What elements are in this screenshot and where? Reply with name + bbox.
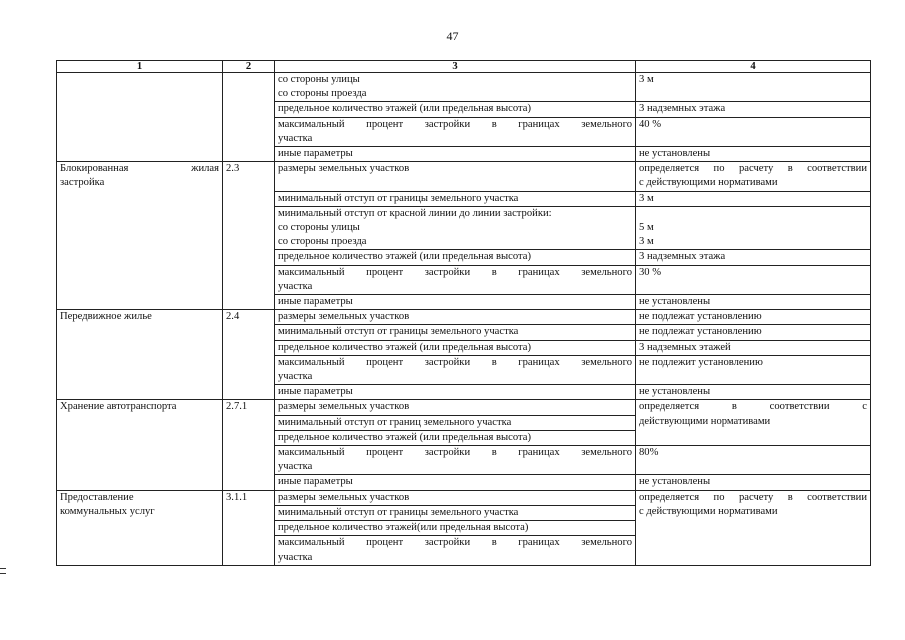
parameter-cell-line: минимальный отступ от красной линии до линии застройки: [278,207,552,219]
value-cell [636,295,871,310]
table-row [57,162,871,191]
value-cell-line: 80% [639,447,659,459]
value-cell [636,117,871,146]
parameter-cell [275,310,636,325]
use-code-cell [223,162,275,310]
use-name-cell [57,310,223,400]
value-cell [636,250,871,265]
value-cell-line: 3 м [639,74,654,85]
value-cell [636,355,871,384]
parameter-cell [275,521,636,536]
value-cell [636,325,871,340]
use-name-cell-line: коммунальных услуг [60,505,155,517]
value-cell-line: не установлены [639,296,711,308]
value-cell [636,400,871,446]
parameter-cell-line: иные параметры [278,386,353,398]
parameter-cell-line: иные параметры [278,296,353,308]
parameter-cell [275,147,636,162]
use-code-cell [223,310,275,400]
use-code-cell-line: 2.4 [226,311,240,323]
value-cell-line: не установлены [639,386,711,398]
margin-mark [0,568,6,574]
value-cell-line: не установлены [639,148,711,160]
use-code-cell-line: 2.7.1 [226,401,248,413]
page-number: 47 [446,29,459,43]
parameter-cell [275,355,636,384]
value-cell [636,475,871,490]
parameter-cell-line: предельное количество этажей (или предельная высота) [278,103,532,115]
value-cell-line: определяется по расчету в соответствии [639,163,867,175]
parameter-cell-line: участка [278,551,313,563]
value-cell-line [639,207,867,221]
parameter-cell [275,117,636,146]
value-cell-line: не подлежит установлению [639,356,763,368]
parameter-cell [275,73,636,102]
value-cell-line: 30 % [639,266,662,278]
parameter-cell [275,505,636,520]
parameter-cell-line: размеры земельных участков [278,401,410,413]
value-cell-line: не подлежат установлению [639,311,762,323]
parameter-cell-line: размеры земельных участков [278,491,410,503]
value-cell [636,102,871,117]
parameter-cell [275,206,636,250]
use-name-cell-line: Передвижное жилье [60,311,152,323]
table-row [57,400,871,415]
header-col-2: 2 [223,61,275,73]
parameter-cell [275,430,636,445]
header-col-3: 3 [275,61,636,73]
parameter-cell [275,415,636,430]
parameter-cell-line: минимальный отступ от границы земельного участка [278,192,519,204]
value-cell [636,340,871,355]
parameter-cell-line: максимальный процент застройки в границах земельного [278,266,632,278]
use-name-cell-line: Предоставление [60,491,134,503]
value-cell [636,191,871,206]
value-cell-line: 3 м [639,192,654,204]
value-cell-line: не подлежат установлению [639,326,762,338]
regulations-table [56,60,871,566]
value-cell-line: 3 надземных этажей [639,341,731,353]
value-cell-line: с действующими нормативами [639,177,778,189]
value-cell [636,385,871,400]
value-cell-line: определяется в соответствии с [639,401,867,413]
parameter-cell-line: минимальный отступ от границ земельного участка [278,416,512,428]
table-row [57,490,871,505]
parameter-cell-line: предельное количество этажей (или предельная высота) [278,251,532,263]
parameter-cell [275,102,636,117]
table-row [57,73,871,102]
value-cell [636,310,871,325]
use-name-word: жилая [191,163,219,175]
value-cell-line: 40 % [639,118,662,130]
parameter-cell-line: предельное количество этажей(или предельная высота) [278,522,529,534]
parameter-cell-line: участка [278,371,313,383]
parameter-cell [275,162,636,191]
table-row [57,310,871,325]
parameter-cell-line: иные параметры [278,476,353,488]
use-code-cell-line: 3.1.1 [226,491,248,503]
parameter-cell [275,490,636,505]
header-col-1: 1 [57,61,223,73]
header-row [57,61,871,73]
value-cell [636,490,871,565]
use-name-line [60,162,219,176]
parameter-cell [275,340,636,355]
value-cell [636,162,871,191]
value-cell-line: 5 м [639,222,654,234]
parameter-cell-line: участка [278,461,313,473]
value-cell-line: не установлены [639,476,711,488]
value-cell-line: определяется по расчету в соответствии [639,491,867,503]
parameter-cell [275,475,636,490]
parameter-cell-line: минимальный отступ от границы земельного участка [278,326,519,338]
value-cell-line: 3 м [639,236,654,248]
value-cell [636,206,871,250]
value-cell-line: действующими нормативами [639,415,771,427]
parameter-cell [275,295,636,310]
parameter-cell-line: участка [278,132,313,144]
value-cell [636,73,871,102]
use-name-cell [57,490,223,565]
parameter-cell-line: со стороны проезда [278,236,367,248]
value-cell-line: 3 надземных этажа [639,251,726,263]
parameter-cell-line: максимальный процент застройки в границах земельного [278,537,632,549]
use-name-cell [57,400,223,490]
use-name-cell [57,73,223,162]
parameter-cell [275,265,636,294]
value-cell-line: 3 надземных этажа [639,103,726,115]
parameter-cell-line: размеры земельных участков [278,311,410,323]
parameter-cell-line: предельное количество этажей (или предельная высота) [278,431,532,443]
value-cell [636,446,871,475]
use-name-word: Блокированная [60,163,129,175]
parameter-cell-line: иные параметры [278,148,353,160]
use-code-cell [223,400,275,490]
parameter-cell-line: со стороны проезда [278,88,367,100]
parameter-cell [275,325,636,340]
parameter-cell [275,250,636,265]
parameter-cell [275,536,636,565]
parameter-cell-line: размеры земельных участков [278,163,410,175]
parameter-cell-line: со стороны улицы [278,222,360,234]
value-cell [636,147,871,162]
parameter-cell-line: максимальный процент застройки в границах земельного [278,356,632,368]
value-cell-line: с действующими нормативами [639,505,778,517]
parameter-cell-line: предельное количество этажей (или предельная высота) [278,341,532,353]
parameter-cell-line: участка [278,280,313,292]
use-name-line: застройка [60,177,105,189]
header-col-4: 4 [636,61,871,73]
use-code-cell-line: 2.3 [226,163,240,175]
value-cell [636,265,871,294]
parameter-cell-line: максимальный процент застройки в границах земельного [278,118,632,130]
parameter-cell [275,191,636,206]
use-code-cell [223,490,275,565]
parameter-cell-line: максимальный процент застройки в границах земельного [278,447,632,459]
use-name-cell [57,162,223,310]
use-name-cell-line: Хранение автотранспорта [60,401,177,413]
parameter-cell-line: минимальный отступ от границы земельного участка [278,506,519,518]
parameter-cell [275,385,636,400]
parameter-cell-line: со стороны улицы [278,74,360,85]
parameter-cell [275,446,636,475]
use-code-cell [223,73,275,162]
parameter-cell [275,400,636,415]
